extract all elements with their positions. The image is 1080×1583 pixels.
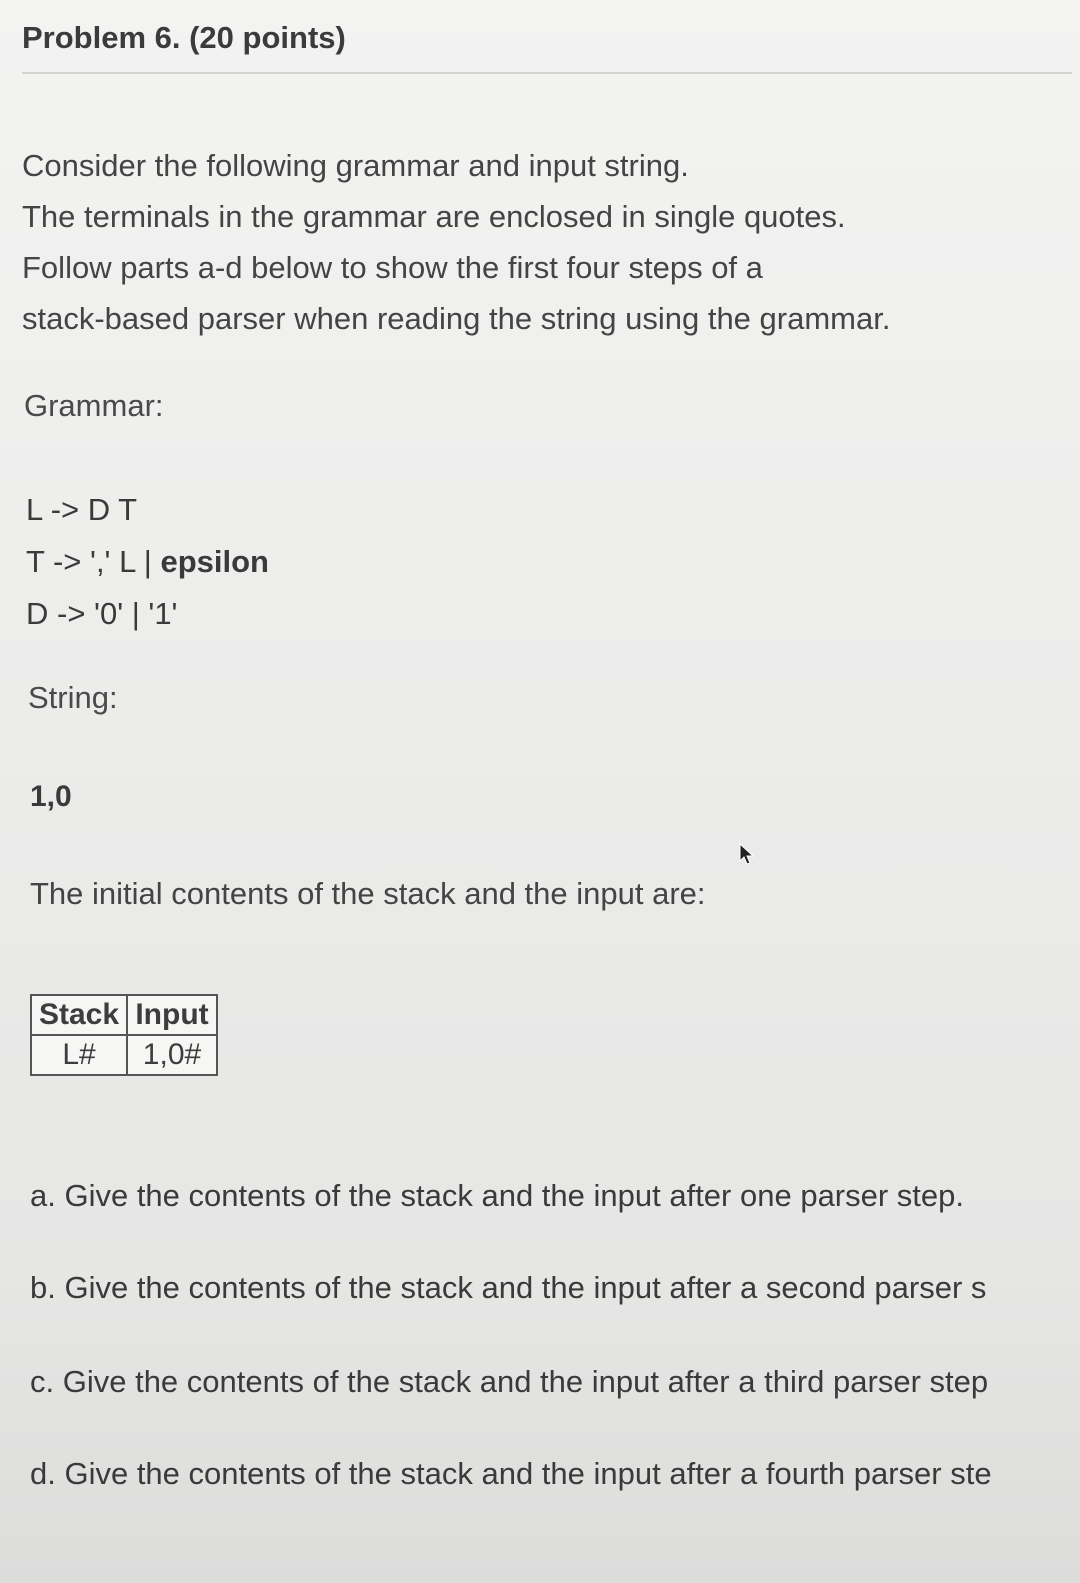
column-header-input: Input: [127, 995, 217, 1035]
table-row: [31, 1035, 217, 1075]
epsilon-keyword: epsilon: [160, 544, 269, 579]
grammar-rule-text: T -> ',' L |: [26, 544, 161, 579]
stack-input-table: [30, 994, 218, 1076]
problem-title: Problem 6. (20 points): [22, 20, 346, 55]
intro-line: Consider the following grammar and input string.: [22, 148, 689, 183]
grammar-rule: [26, 536, 269, 588]
question-c: c. Give the contents of the stack and the input after a third parser step: [30, 1364, 989, 1399]
intro-line: The terminals in the grammar are enclosed in single quotes.: [22, 199, 846, 234]
intro-line: stack-based parser when reading the string using the grammar.: [22, 301, 891, 336]
column-header-stack: Stack: [31, 995, 127, 1035]
input-string: 1,0: [30, 780, 72, 813]
input-cell: 1,0#: [127, 1035, 217, 1075]
question-d: d. Give the contents of the stack and the input after a fourth parser ste: [30, 1456, 992, 1491]
title-divider: [22, 72, 1072, 74]
problem-intro: [22, 140, 890, 344]
question-a: a. Give the contents of the stack and the input after one parser step.: [30, 1178, 965, 1213]
grammar-rule: L -> D T: [26, 492, 138, 527]
string-label: String:: [28, 680, 118, 715]
intro-line: Follow parts a-d below to show the first four steps of a: [22, 250, 763, 285]
table-header-row: [31, 995, 217, 1035]
mouse-pointer-icon: [738, 843, 754, 870]
grammar-rules: [26, 484, 269, 640]
grammar-label: Grammar:: [24, 388, 164, 423]
question-b: b. Give the contents of the stack and the input after a second parser s: [30, 1270, 987, 1305]
stack-cell: L#: [31, 1035, 127, 1075]
grammar-rule: D -> '0' | '1': [26, 596, 178, 631]
initial-contents-text: The initial contents of the stack and the input are:: [30, 876, 706, 911]
